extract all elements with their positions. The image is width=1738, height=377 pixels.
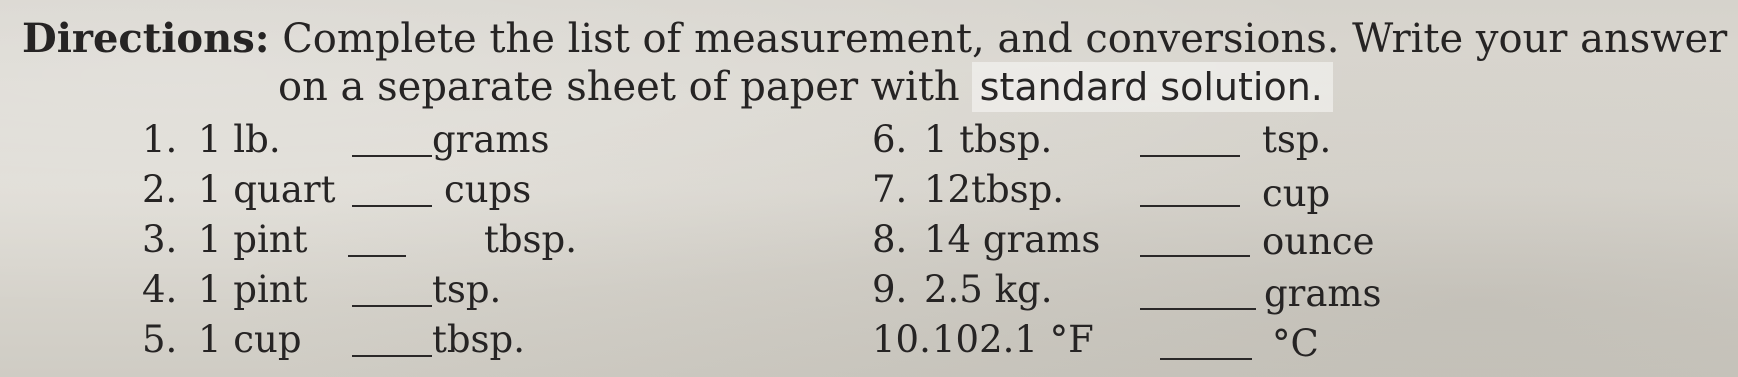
- item-number: 10.: [872, 318, 931, 361]
- item-number: 3.: [142, 218, 178, 261]
- item-number: 4.: [142, 268, 178, 311]
- item-quantity: 1 tbsp.: [924, 118, 1053, 161]
- item-unit: tsp.: [1262, 118, 1332, 161]
- item-quantity: 14 grams: [924, 218, 1101, 261]
- directions-label: Directions:: [22, 15, 270, 62]
- directions-text: Complete the list of measurement, and conversions. Write your answer: [282, 16, 1728, 62]
- item-quantity: 1 pint: [198, 268, 308, 311]
- item-unit: cup: [1262, 172, 1331, 215]
- item-number: 8.: [872, 218, 908, 261]
- answer-blank: [1160, 358, 1252, 360]
- item-unit: ounce: [1262, 220, 1375, 263]
- item-unit: °C: [1272, 322, 1319, 365]
- item-quantity: 1 quart: [198, 168, 336, 211]
- item-quantity: 12tbsp.: [924, 168, 1065, 211]
- answer-blank: [348, 255, 406, 257]
- item-number: 5.: [142, 318, 178, 361]
- answer-blank: [352, 355, 432, 357]
- item-unit: tbsp.: [432, 318, 525, 361]
- item-number: 2.: [142, 168, 178, 211]
- directions-line-1: [22, 14, 1727, 64]
- item-quantity: 1 pint: [198, 218, 308, 261]
- answer-blank: [1140, 255, 1250, 257]
- item-quantity: 102.1 °F: [932, 318, 1094, 361]
- item-number: 7.: [872, 168, 908, 211]
- answer-blank: [352, 305, 432, 307]
- item-unit: cups: [444, 168, 532, 211]
- directions-line-2: [278, 62, 1333, 112]
- answer-blank: [1140, 155, 1240, 157]
- answer-blank: [352, 155, 432, 157]
- answer-blank: [1140, 308, 1256, 310]
- standard-solution-note: standard solution.: [972, 62, 1333, 112]
- answer-blank: [352, 205, 432, 207]
- item-unit: tsp.: [432, 268, 502, 311]
- answer-blank: [1140, 205, 1240, 207]
- item-quantity: 1 lb.: [198, 118, 281, 161]
- item-number: 6.: [872, 118, 908, 161]
- item-number: 9.: [872, 268, 908, 311]
- item-quantity: 1 cup: [198, 318, 302, 361]
- item-unit: tbsp.: [484, 218, 577, 261]
- item-number: 1.: [142, 118, 178, 161]
- item-unit: grams: [1264, 272, 1382, 315]
- directions-text-2: on a separate sheet of paper with: [278, 64, 960, 110]
- item-unit: grams: [432, 118, 550, 161]
- item-quantity: 2.5 kg.: [924, 268, 1053, 311]
